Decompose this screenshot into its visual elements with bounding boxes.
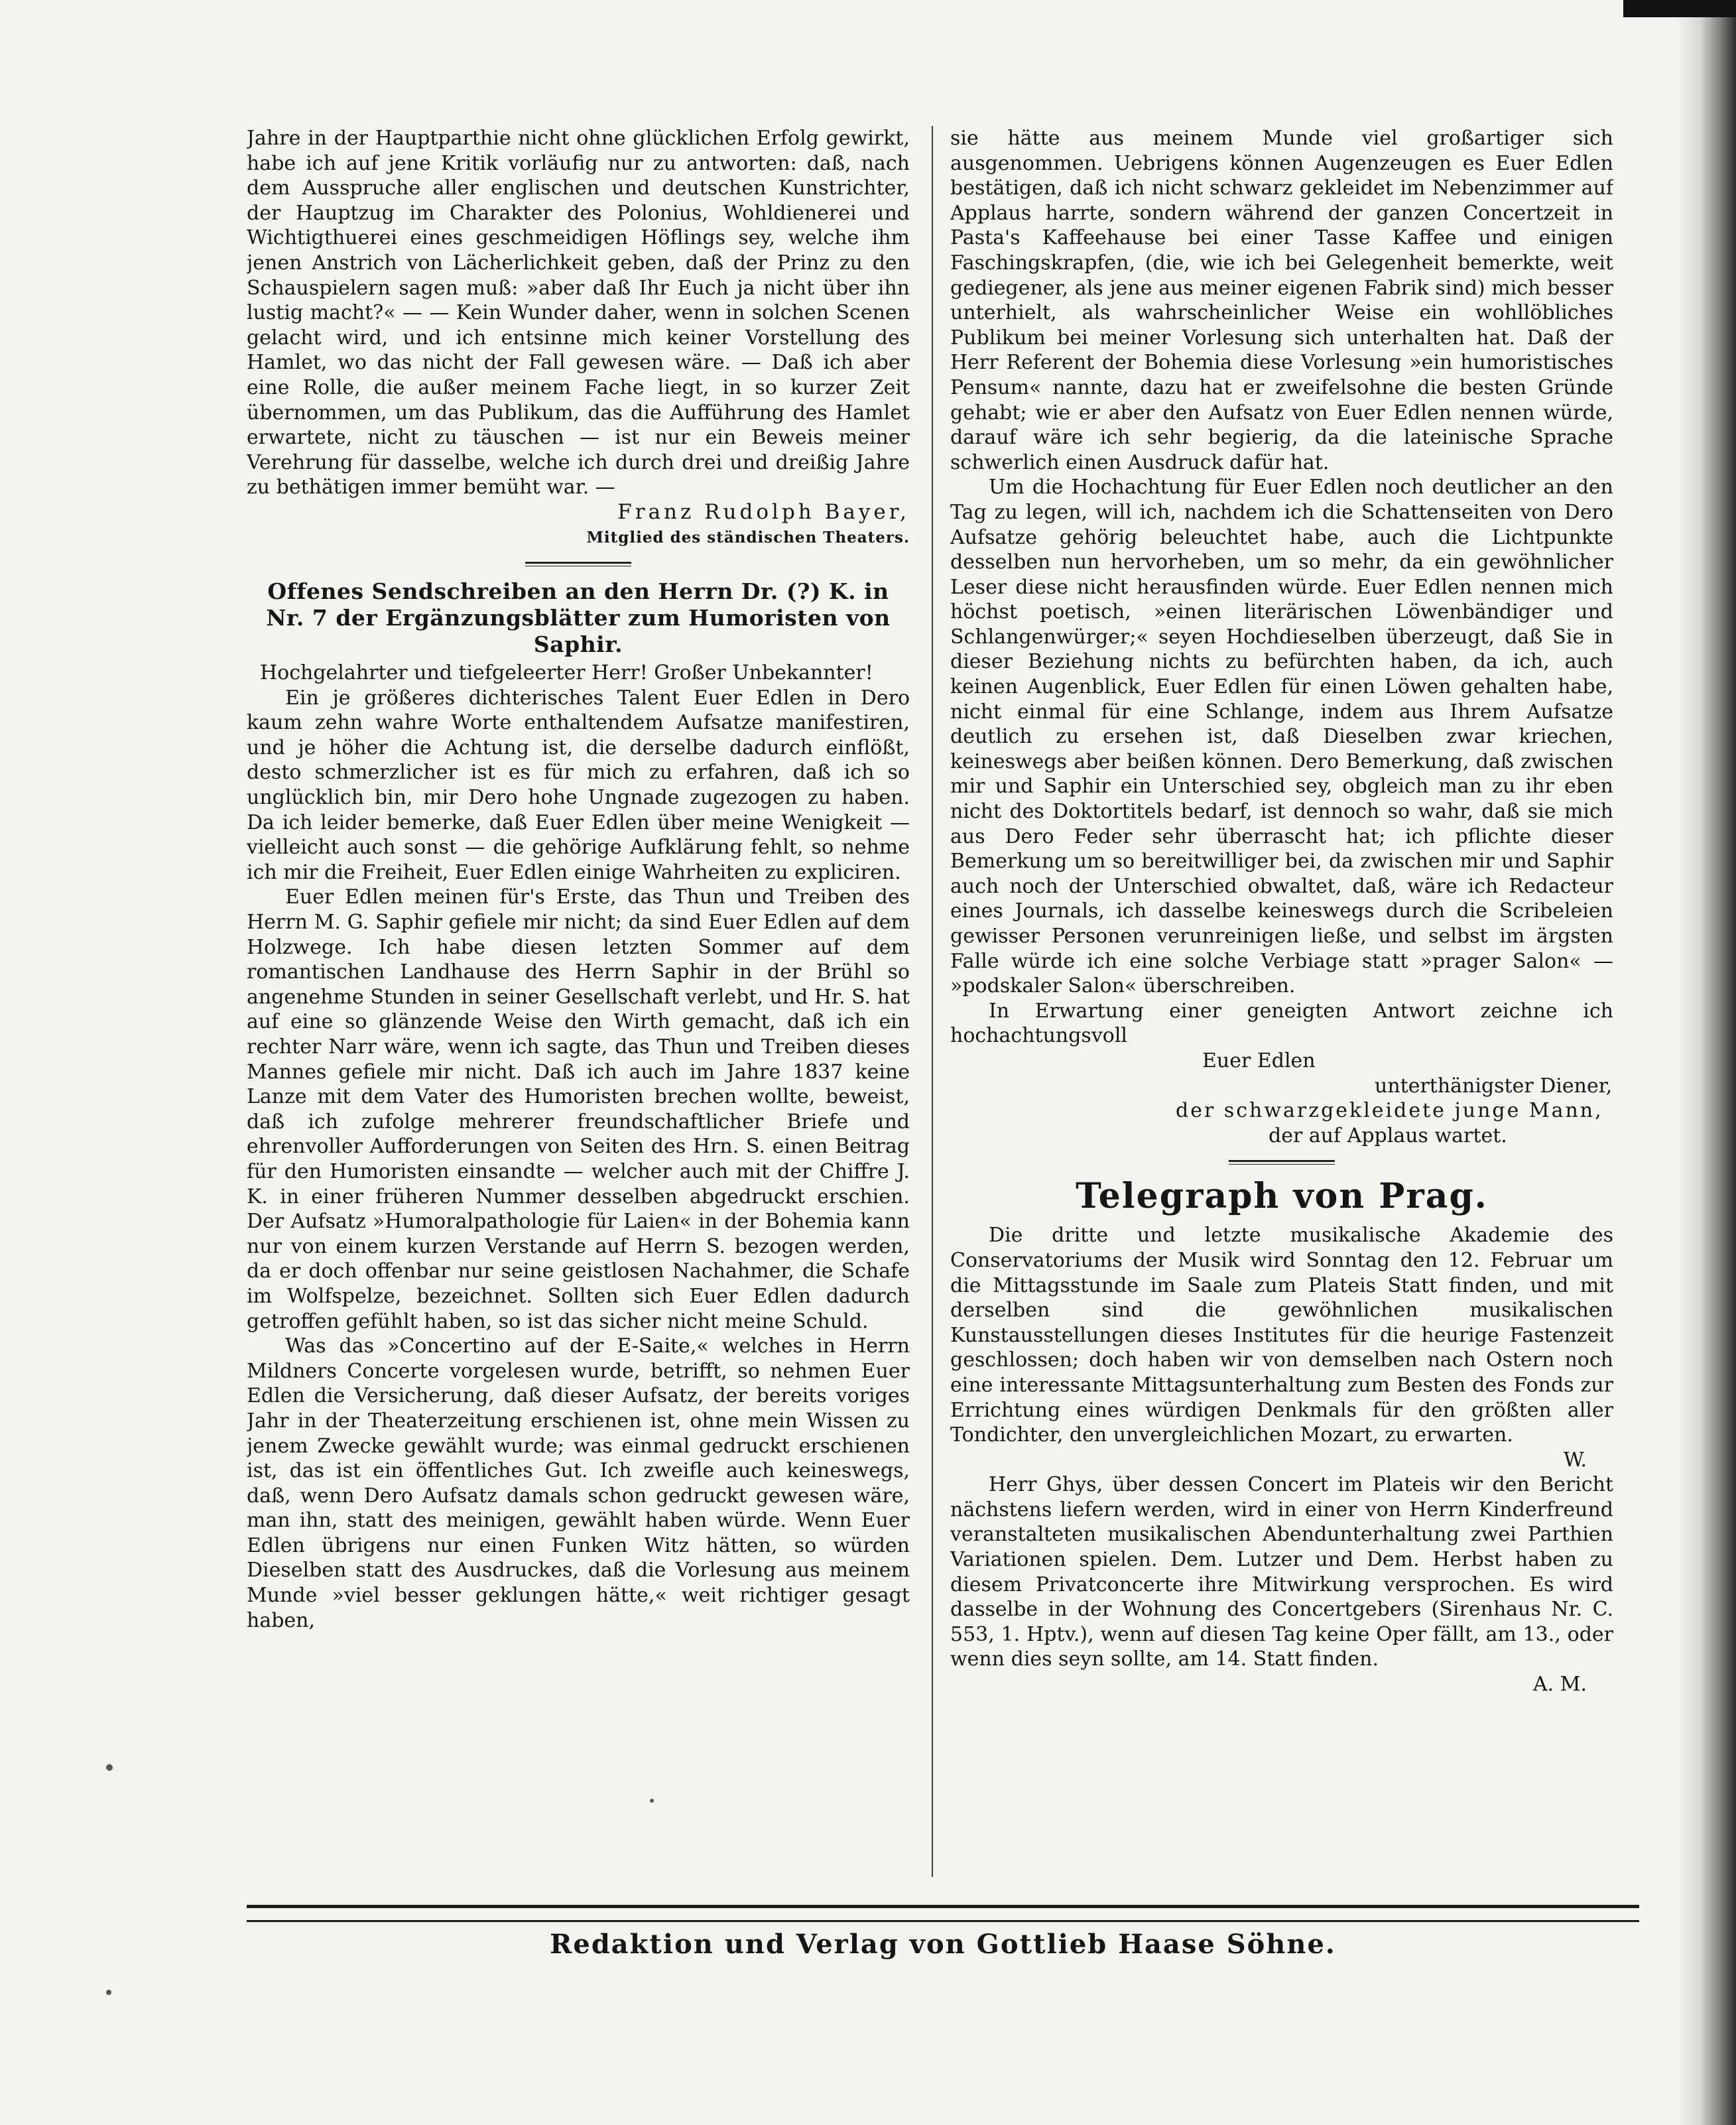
paragraph: Jahre in der Hauptparthie nicht ohne glücklichen Erfolg gewirkt, habe ich auf jene Kritik vorläufig nur zu antworten: daß, nach dem Ausspruche aller englischen und deutschen Kunstrichter, der Hauptzug im Charakter des Polonius, Wohldienerei und Wichtigthuerei eines geschmeidigen Höflings sey, welche ihm jenen Anstrich von Lächerlichkeit geben, daß der Prinz zu den Schauspielern sagen muß: »aber daß Ihr Euch ja nicht über ihn lustig macht?« — — Kein Wunder daher, wenn in solchen Scenen gelacht wird, und ich entsinne mich keiner Vorstellung des Hamlet, wo das nicht der Fall gewesen wäre. — Daß ich aber eine Rolle, die außer meinem Fache liegt, in so kurzer Zeit übernommen, um das Publikum, das die Aufführung des Hamlet erwartete, nicht zu täuschen — ist nur ein Beweis meiner Verehrung für dasselbe, welche ich durch drei und dreißig Jahre zu bethätigen immer bemüht war. — (247, 127, 910, 499)
author-initials: A. M. (1533, 1673, 1587, 1697)
paragraph: Was das »Concertino auf der E-Saite,« welches in Herrn Mildners Concerte vorgelesen wurde, betrifft, so nehmen Euer Edlen die Versicherung, daß dieser Aufsatz, der bereits voriges Jahr in der Theaterzeitung erschienen ist, ohne mein Wissen zu jenem Zwecke gewählt wurde; was einmal gedruckt erschienen ist, das ist ein öffentliches Gut. Ich zweifle auch keineswegs, daß, wenn Dero Aufsatz damals schon gedruckt gewesen wäre, man ihn, statt des meinigen, gewählt haben würde. Wenn Euer Edlen übrigens nur einen Funken Witz hätten, so würden Dieselben statt des Ausdruckes, daß die Vorlesung aus meinem Munde »viel besser geklungen hätte,« weit richtiger gesagt haben, (247, 1334, 910, 1632)
article-heading: Offenes Sendschreiben an den Herrn Dr. (?) K. in Nr. 7 der Ergänzungsblätter zum Humoristen von Saphir. (266, 578, 891, 658)
paragraph: In Erwartung einer geneigten Antwort zeichne ich hochachtungsvoll (950, 999, 1613, 1048)
paragraph: Herr Ghys, über dessen Concert im Plateis wir den Bericht nächstens liefern werden, wird in einer von Herrn Kinderfreund veranstalteten musikalischen Abendunterhaltung zwei Parthien Variationen spielen. Dem. Lutzer und Dem. Herbst haben zu diesem Privatconcerte ihre Mitwirkung versprochen. Es wird dasselbe in der Wohnung des Concertgebers (Sirenhaus Nr. C. 553, 1. Hptv.), wenn auf diesen Tag keine Oper fällt, am 13., oder wenn dies seyn sollte, am 14. Statt finden. (950, 1473, 1613, 1671)
closing-line: der auf Applaus wartet. (1269, 1124, 1507, 1147)
signature-name: Franz Rudolph Bayer, (617, 499, 910, 524)
page-binding-shadow (1676, 0, 1736, 2125)
paragraph: Ein je größeres dichterisches Talent Euer Edlen in Dero kaum zehn wahre Worte enthaltendem Aufsatze manifestiren, und je höher die Achtung ist, die derselbe dadurch einflößt, desto schmerzlicher ist es für mich zu erfahren, daß ich so unglücklich bin, mir Dero hohe Ungnade zugezogen zu haben. Da ich leider bemerke, daß Euer Edlen über meine Wenigkeit — vielleicht auch sonst — die gehörige Aufklärung fehlt, so nehme ich mir die Freiheit, Euer Edlen einige Wahrheiten zu expliciren. (247, 686, 910, 884)
closing-line: Euer Edlen (1202, 1049, 1316, 1072)
section-title: Telegraph von Prag. (1076, 1176, 1488, 1217)
paragraph: Um die Hochachtung für Euer Edlen noch deutlicher an den Tag zu legen, will ich, nachdem ich die Schattenseiten von Dero Aufsatze gehörig beleuchtet habe, auch die Lichtpunkte desselben nun hervorheben, um so mehr, da ein gewöhnlicher Leser diese nicht herausfinden würde. Euer Edlen nennen mich höchst poetisch, »einen literärischen Löwenbändiger und Schlangenwürger;« seyen Hochdieselben überzeugt, daß Sie in dieser Beziehung nichts zu befürchten haben, da ich, auch keinen Augenblick, Euer Edlen für einen Löwen gehalten habe, nicht einmal für eine Schlange, indem aus Ihrem Aufsatze deutlich zu ersehen ist, daß Dieselben zwar kriechen, keineswegs aber beißen können. Dero Bemerkung, daß zwischen mir und Saphir ein Unterschied sey, obgleich man zu ihr eben nicht des Doktortitels bedarf, ist dennoch so wahr, daß sie mich aus Dero Feder sehr überrascht hat; ich pflichte dieser Bemerkung um so bereitwilliger bei, da zwischen mir und Saphir auch noch der Unterschied obwaltet, daß, wäre ich Redacteur eines Journals, ich dasselbe keineswegs durch die Scribeleien gewisser Personen verunreinigen ließe, und selbst im ärgsten Falle würde ich eine solche Verbiage statt »prager Salon« — »podskaler Salon« überschreiben. (950, 476, 1613, 998)
closing-line: unterthänigster Diener, (1375, 1074, 1613, 1098)
paragraph: Die dritte und letzte musikalische Akademie des Conservatoriums der Musik wird Sonntag den 12. Februar um die Mittagsstunde im Saale zum Plateis Statt finden, und mit derselben sind die gewöhnlichen musikalischen Kunstausstellungen dieses Institutes für die heurige Fastenzeit geschlossen; doch haben wir von demselben nach Ostern noch eine interessante Mittagsunterhaltung zum Besten des Fonds zur Errichtung eines würdigen Denkmals für den größten aller Tondichter, den unvergleichlichen Mozart, zu erwarten. (950, 1224, 1613, 1447)
right-column (950, 126, 1613, 1890)
scan-corner-edge (1623, 0, 1736, 17)
scan-speck (106, 1990, 111, 1995)
author-initial: W. (1563, 1448, 1587, 1472)
column-divider (932, 126, 933, 1877)
paragraph: sie hätte aus meinem Munde viel großartiger sich ausgenommen. Uebrigens können Augenzeugen es Euer Edlen bestätigen, daß ich nicht schwarz gekleidet im Nebenzimmer auf Applaus harrte, sondern während der ganzen Concertzeit in Pasta's Kaffeehause bei einer Tasse Kaffee und einigen Faschingskrapfen, (die, wie ich bei Gelegenheit bemerkte, weit gediegener, als jene aus meiner eigenen Fabrik sind) mich besser unterhielt, als wahrscheinlicher Weise ein wohllöbliches Publikum bei meiner Vorlesung sich unterhalten hat. Daß der Herr Referent der Bohemia diese Vorlesung »ein humoristisches Pensum« nannte, dazu hat er zweifelsohne die besten Gründe gehabt; wie er aber den Aufsatz von Euer Edlen nennen würde, darauf wäre ich sehr begierig, da die lateinische Sprache schwerlich einen Ausdruck dafür hat. (950, 127, 1613, 474)
signature-role: Mitglied des ständischen Theaters. (586, 528, 910, 547)
section-divider (525, 562, 631, 566)
left-column (247, 126, 910, 1890)
footer-rule (247, 1905, 1639, 1922)
greeting: Hochgelahrter und tiefgeleerter Herr! Großer Unbekannter! (260, 661, 873, 685)
section-divider (1229, 1160, 1335, 1165)
imprint-footer: Redaktion und Verlag von Gottlieb Haase Söhne. (550, 1929, 1336, 1960)
paragraph: Euer Edlen meinen für's Erste, das Thun und Treiben des Herrn M. G. Saphir gefiele mir nicht; da sind Euer Edlen auf dem Holzwege. Ich habe diesen letzten Sommer auf dem romantischen Landhause des Herrn Saphir in der Brühl so angenehme Stunden in seiner Gesellschaft verlebt, und Hr. S. hat auf eine so glänzende Weise den Wirth gemacht, daß ich ein rechter Narr wäre, wenn ich sagte, das Thun und Treiben dieses Mannes gefiele mir nicht. Daß ich auch im Jahre 1837 keine Lanze mit dem Vater des Humoristen brechen wollte, beweist, daß ich zufolge mehrerer freundschaftlicher Briefe und ehrenvoller Aufforderungen von Seiten des Hrn. S. einen Beitrag für den Humoristen einsandte — welcher auch mit der Chiffre J. K. in einer früheren Nummer desselben abgedruckt erschien. Der Aufsatz »Humoralpathologie für Laien« in der Bohemia kann nur von einem kurzen Verstande auf Herrn S. bezogen werden, da er doch offenbar nur seine geistlosen Nachahmer, die Schafe im Wolfspelze, bezeichnet. Sollten sich Euer Edlen dadurch getroffen gefühlt haben, so ist das sicher nicht meine Schuld. (247, 885, 910, 1333)
scan-speck (106, 1764, 113, 1771)
closing-line: der schwarzgekleidete junge Mann, (1176, 1099, 1603, 1123)
scan-speck (650, 1799, 654, 1803)
signature-block (247, 500, 910, 550)
